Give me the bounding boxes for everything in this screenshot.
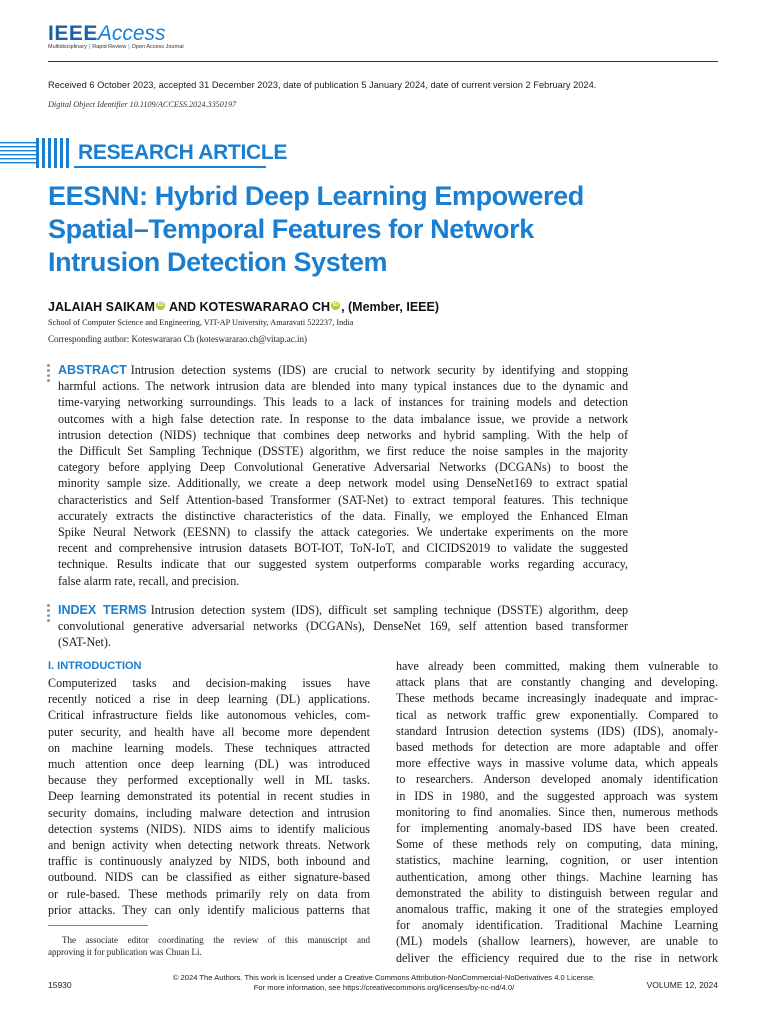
editor-footnote	[48, 934, 370, 958]
abstract-line: Spike Neural Network (EESNN) to classify the attack categories. We undertake experiments on the more	[58, 525, 628, 540]
body-line: outbound. NIDS can be classified as either signature-based	[48, 870, 370, 885]
abstract-line	[58, 362, 628, 378]
body-line: because they performed exceptionally well in ML tasks.	[48, 773, 370, 788]
abstract-line: the Difficult Set Sampling Technique (DSSTE) algorithm, we first reduce the noise samples in the majority	[58, 444, 628, 459]
abstract-line: false alarm rate, recall, and precision.	[58, 573, 240, 588]
license-link[interactable]: For more information, see https://creativecommons.org/licenses/by-nc-nd/4.0/	[253, 983, 515, 992]
footnote-divider	[48, 925, 148, 926]
abstract-line: intrusion detection (NIDS) technique that combines deep networks and hybrid sampling. With the help of	[58, 427, 628, 442]
abstract-line: technique. Results indicate that our suggested system outperforms comparable works regarding accuracy,	[58, 557, 628, 572]
body-line: more effective ways in massive volume data, which appeals	[396, 756, 718, 771]
logo-access: Access	[97, 22, 166, 45]
body-line: authentication, among other things. Machine learning has	[396, 869, 718, 884]
body-line: for anomaly identification. Traditional Machine Learning	[396, 918, 718, 933]
body-line: based methods for detection are more adaptable and offer	[396, 740, 718, 755]
body-line: standard Intrusion detection systems (IDS) (IDS), anomaly-	[396, 723, 718, 738]
body-line: Critical infrastructure fields like autonomous vehicles, com-	[48, 708, 370, 723]
abstract-dots-icon	[47, 364, 51, 384]
body-line: recently noticed a rise in deep learning (DL) applications.	[48, 692, 370, 707]
abstract-line: time-varying networking surroundings. This leads to a lack of instances for training models and detection	[58, 395, 628, 410]
author-name: JALAIAH SAIKAM	[48, 300, 155, 314]
body-line: (ML) models (shallow learners), however, are unable to	[396, 934, 718, 949]
abstract	[58, 362, 628, 589]
abstract-line: recent and comprehensive intrusion datasets BOT-IOT, ToN-IoT, and CICIDS2019 to validate the suggested	[58, 541, 628, 556]
body-line: in IDS in 1980, and the suggested approach was system	[396, 788, 718, 803]
tagline-separator: |	[128, 44, 130, 50]
abstract-line: harmful actions. The network intrusion data are blended into many typical instances due to the dynamic and	[58, 379, 628, 394]
abstract-line: outcomes with a high false detection rate. In response to the data imbalance issue, we provide a network	[58, 411, 628, 426]
tagline-separator: |	[88, 44, 91, 50]
index-terms-line	[58, 602, 628, 618]
index-terms-label: INDEX TERMS	[58, 603, 147, 617]
body-line: and benign activity when detecting network threats. Network	[48, 838, 370, 853]
corresponding-author: Corresponding author: Koteswararao Ch (koteswararao.ch@vitap.ac.in)	[48, 334, 307, 344]
tagline-part: Rapid Review	[92, 44, 127, 50]
tagline-part: Multidisciplinary	[48, 44, 87, 50]
volume-info: VOLUME 12, 2024	[646, 980, 718, 990]
index-terms-text: Intrusion detection system (IDS), difficult set sampling technique (DSSTE) algorithm, deep	[150, 603, 628, 617]
member-status: , (Member, IEEE)	[341, 300, 440, 314]
body-line: on machine learning models. These techniques attracted	[48, 740, 370, 755]
body-line: Some of these methods rely on computing, data mining,	[396, 837, 718, 852]
body-line: to researchers. Anderson developed anomaly identification	[396, 772, 718, 787]
body-line: demonstrated the ability to distinguish between regular and	[396, 885, 718, 900]
index-terms-line: (SAT-Net).	[58, 635, 111, 650]
body-line: anomalous traffic, making it one of the strategies employed	[396, 902, 718, 917]
body-line: detection systems (NIDS). NIDS aims to identify malicious	[48, 821, 370, 836]
body-line: Deep learning demonstrated its potential in recent studies in	[48, 789, 370, 804]
abstract-text: Intrusion detection systems (IDS) are crucial to network security by identifying and stopping	[130, 363, 628, 377]
body-line: have already been committed, making them vulnerable to	[396, 659, 718, 673]
footnote-line: The associate editor coordinating the review of this manuscript and	[62, 935, 370, 945]
received-dates: Received 6 October 2023, accepted 31 December 2023, date of publication 5 January 2024, date of current version 2 February 2024.	[48, 80, 597, 90]
title-line: EESNN: Hybrid Deep Learning Empowered	[48, 181, 584, 211]
abstract-label: ABSTRACT	[58, 363, 127, 377]
author-name: AND KOTESWARARAO CH	[165, 300, 331, 314]
logo-tagline	[48, 44, 184, 50]
abstract-line: category before applying Deep Convolutional Generative Adversarial Networks (DCGANs) to boost the	[58, 460, 628, 475]
body-line: security domains, including malware detection and intrusion	[48, 805, 370, 820]
banner-bars-icon	[0, 136, 70, 170]
title-line: Intrusion Detection System	[48, 247, 388, 277]
tagline-part: Open Access Journal	[131, 44, 184, 50]
page-number: 15930	[48, 980, 72, 990]
doi: Digital Object Identifier 10.1109/ACCESS.2024.3350197	[48, 100, 237, 109]
orcid-icon[interactable]: iD	[332, 301, 339, 308]
license-line: © 2024 The Authors. This work is licensed under a Creative Commons Attribution-NonCommercial-NoDerivatives 4.0 License.	[172, 973, 596, 982]
body-line: much attention once deep learning (DL) was introduced	[48, 757, 370, 772]
body-line: puter security, and health have all become more dependent	[48, 724, 370, 739]
footnote-line: approving it for publication was Chuan Li.	[48, 947, 202, 957]
affiliation: School of Computer Science and Engineering, VIT-AP University, Amaravati 522237, India	[48, 318, 354, 327]
body-line: prior attacks. They can only identify malicious patterns that	[48, 902, 370, 917]
body-line: attack plans that are constantly changing and developing.	[396, 675, 718, 690]
author-list	[48, 300, 439, 314]
body-line: tical as network traffic grew exponentially. Compared to	[396, 707, 718, 722]
body-line: deliver the efficiency required due to the rise in network	[396, 950, 718, 965]
article-type: RESEARCH ARTICLE	[78, 141, 288, 164]
index-terms-line: convolutional generative adversarial networks (DCGANs), DenseNet 169, self attention based transformer	[58, 619, 628, 634]
title-line: Spatial–Temporal Features for Network	[48, 214, 534, 244]
abstract-line: minority sample size. Additionally, we create a deep network model using DenseNet169 to extract spatial	[58, 476, 628, 491]
orcid-icon[interactable]: iD	[157, 301, 164, 308]
body-line: statistics, machine learning, cognition, or user intention	[396, 853, 718, 868]
abstract-line: characteristics and Self Attention-based Transformer (SAT-Net) to extract temporal features. This technique	[58, 492, 628, 507]
body-line: for implementing anomaly-based IDS have been created.	[396, 821, 718, 836]
abstract-line: accurately extracts the distinctive characteristics of the data. Finally, we employed the Enhanced Elman	[58, 508, 628, 523]
paper-title	[48, 180, 584, 279]
journal-logo	[48, 22, 184, 50]
index-terms	[58, 602, 628, 651]
body-line: monitoring to find anomalies. Since then, numerous methods	[396, 804, 718, 819]
article-type-underline	[74, 166, 266, 168]
logo-ieee: IEEE	[48, 22, 98, 45]
body-line: These methods became increasingly inadequate and imprac-	[396, 691, 718, 706]
body-line: Computerized tasks and decision-making issues have	[48, 676, 370, 690]
body-line: or rule-based. These methods primarily rely on data from	[48, 886, 370, 901]
left-column	[48, 675, 370, 918]
index-terms-dots-icon	[47, 604, 51, 624]
header-divider	[48, 61, 718, 62]
section-heading: I. INTRODUCTION	[48, 660, 142, 672]
body-line: traffic is continuously analyzed by NIDS, both inbound and	[48, 854, 370, 869]
right-column	[396, 658, 718, 966]
